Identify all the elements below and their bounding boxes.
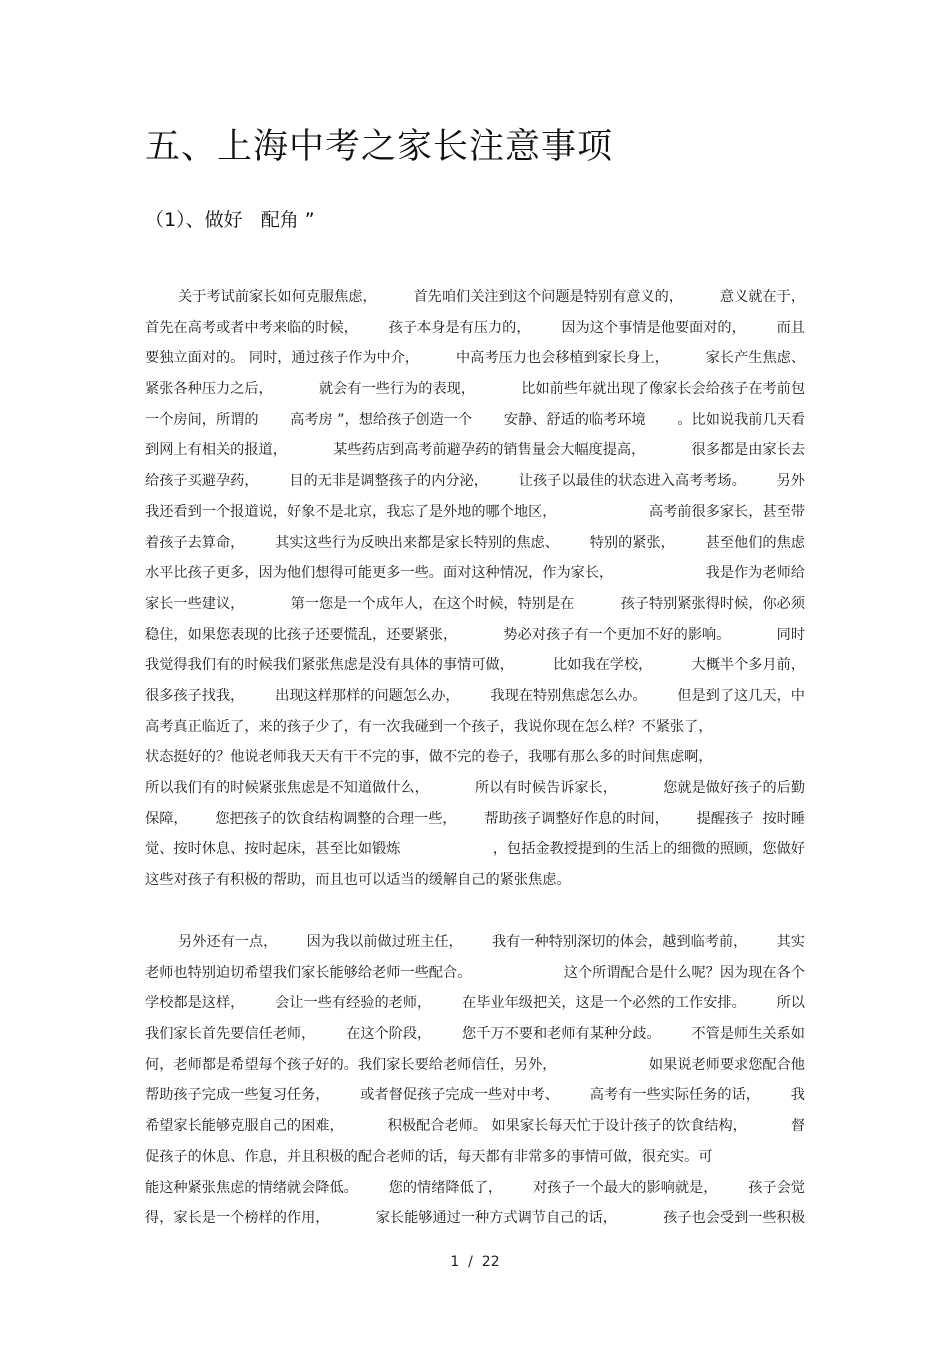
text-segment: 这些对孩子有积极的帮助，而且也可以适当的缓解自己的紧张焦虑。: [145, 872, 571, 889]
text-segment: 提醒孩子 按时睡: [696, 810, 805, 827]
text-line: [145, 804, 805, 835]
text-segment: 高考有一些实际任务的话，: [589, 1087, 760, 1104]
text-segment: 另外还有一点，: [178, 934, 278, 950]
text-segment: 能这种紧张焦虑的情绪就会降低。: [145, 1179, 358, 1196]
text-segment: 要独立面对的。 同时，通过孩子作为中介，: [145, 350, 420, 367]
text-segment: 给孩子买避孕药，: [145, 473, 259, 490]
text-segment: 安静、舒适的临考环境: [503, 411, 646, 428]
text-line: [145, 1142, 805, 1173]
text-segment: 特别的紧张，: [589, 534, 675, 551]
text-segment: 就会有一些行为的表现，: [318, 381, 476, 398]
text-line: [145, 282, 805, 313]
paragraph-1: [145, 282, 805, 896]
text-segment: 我有一种特别深切的体会，越到临考前，: [491, 934, 748, 950]
text-line: [145, 988, 805, 1019]
text-segment: 得，家长是一个榜样的作用，: [145, 1210, 330, 1227]
text-line: [145, 1203, 805, 1234]
text-segment: 所以有时候告诉家长，: [475, 780, 617, 796]
text-segment: 您千万不要和老师有某种分歧。: [462, 1026, 661, 1043]
text-segment: 甚至他们的焦虑: [705, 534, 805, 551]
text-segment: 水平比孩子更多，因为他们想得可能更多一些。面对这种情况，作为家长，: [145, 565, 614, 582]
text-segment: 如果说老师要求您配合他: [648, 1056, 805, 1073]
text-segment: 另外: [776, 473, 805, 490]
text-line: [145, 834, 805, 865]
text-segment: 稳住，如果您表现的比孩子还要慌乱，还要紧张，: [145, 626, 458, 643]
section-heading: （1）、做好 配角 ”: [145, 209, 315, 231]
text-line: [145, 712, 805, 743]
text-segment: 其实这些行为反映出来都是家长特别的焦虑、: [275, 534, 559, 551]
text-segment: 势必对孩子有一个更加不好的影响。: [503, 626, 731, 643]
text-segment: 某些药店到高考前避孕药的销售量会大幅度提高，: [333, 442, 646, 459]
text-segment: 因为我以前做过班主任，: [306, 934, 463, 950]
text-line: [145, 1173, 805, 1204]
text-segment: 出现这样那样的问题怎么办，: [275, 687, 460, 704]
text-segment: 我: [790, 1087, 805, 1104]
text-segment: 促孩子的休息、作息，并且积极的配合老师的话，每天都有非常多的事情可做，很充实。可: [145, 1148, 713, 1165]
text-segment: 到网上有相关的报道，: [145, 442, 287, 459]
text-segment: 我还看到一个报道说，好象不是北京，我忘了是外地的哪个地区，: [145, 503, 557, 520]
text-segment: 关于考试前家长如何克服焦虑，: [178, 289, 377, 305]
text-line: [145, 589, 805, 620]
text-segment: 会让一些有经验的老师，: [275, 995, 432, 1012]
text-segment: 很多都是由家长去: [691, 442, 805, 459]
text-segment: 大概半个多月前，: [691, 657, 805, 674]
text-segment: 而且: [776, 319, 805, 336]
text-segment: 希望家长能够克服自己的困难，: [145, 1118, 344, 1135]
text-segment: 家长产生焦虑、: [705, 350, 805, 367]
text-segment: 我们家长首先要信任老师，: [145, 1026, 316, 1043]
text-segment: 孩子本身是有压力的，: [388, 319, 531, 336]
text-segment: 积极配合老师。 如果家长每天忙于设计孩子的饮食结构，: [387, 1118, 747, 1135]
page-number: 1 / 22: [450, 1254, 500, 1270]
text-line: [145, 681, 805, 712]
text-segment: 。比如说我前几天看: [677, 411, 805, 428]
text-segment: 着孩子去算命，: [145, 534, 245, 551]
text-segment: 我是作为老师给: [705, 565, 805, 582]
text-segment: 保障，: [145, 810, 188, 827]
text-segment: 第一您是一个成年人，在这个时候，特别是在: [290, 595, 575, 612]
text-segment: 高考房 ”，想给孩子创造一个: [290, 411, 473, 428]
text-line: [145, 1050, 805, 1081]
document-title: 五、上海中考之家长注意事项: [145, 127, 614, 167]
text-segment: 老师也特别迫切希望我们家长能够给老师一些配合。: [145, 964, 472, 981]
text-segment: 首先在高考或者中考来临的时候，: [145, 319, 358, 336]
text-segment: 高考前很多家长，甚至带: [648, 503, 805, 520]
text-segment: 家长一些建议，: [145, 595, 245, 612]
text-line: [145, 1080, 805, 1111]
text-segment: 对孩子一个最大的影响就是，: [532, 1179, 718, 1196]
text-segment: 同时: [776, 626, 805, 643]
text-segment: 不管是师生关系如: [691, 1026, 805, 1043]
text-segment: 孩子特别紧张得时候，你必须: [620, 595, 805, 612]
text-line: [145, 865, 805, 896]
text-line: [145, 435, 805, 466]
text-line: [145, 558, 805, 589]
text-line: [145, 620, 805, 651]
text-segment: 一个房间，所谓的: [145, 411, 259, 428]
text-segment: 在毕业年级把关，这是一个必然的工作安排。: [462, 995, 746, 1012]
text-segment: 我现在特别焦虑怎么办。: [490, 687, 647, 704]
text-line: [145, 1019, 805, 1050]
text-segment: 这个所谓配合是什么呢？因为现在各个: [563, 964, 805, 981]
text-segment: 目的无非是调整孩子的内分泌，: [289, 473, 488, 490]
text-segment: 或者督促孩子完成一些对中考、: [360, 1087, 559, 1104]
text-line: [145, 528, 805, 559]
text-segment: 比如前些年就出现了像家长会给孩子在考前包: [521, 381, 805, 398]
text-line: [145, 650, 805, 681]
text-segment: 因为这个事情是他要面对的，: [561, 319, 746, 336]
text-segment: 孩子也会受到一些积极: [663, 1210, 805, 1227]
text-line: [145, 927, 805, 958]
text-segment: 督: [790, 1118, 805, 1135]
text-segment: 所以我们有的时候紧张焦虑是不知道做什么，: [145, 780, 429, 796]
text-segment: 所以: [776, 995, 805, 1012]
text-segment: 您就是做好孩子的后勤: [663, 780, 805, 796]
text-segment: 我觉得我们有的时候我们紧张焦虑是没有具体的事情可做，: [145, 657, 514, 674]
text-segment: 比如我在学校，: [553, 657, 653, 674]
text-segment: 意义就在于，: [719, 289, 805, 305]
text-segment: 紧张各种压力之后，: [145, 381, 273, 398]
text-segment: 觉、按时休息、按时起床，甚至比如锻炼: [145, 841, 401, 858]
text-segment: 中高考压力也会移植到家长身上，: [455, 350, 669, 367]
text-segment: 很多孩子找我，: [145, 687, 245, 704]
text-line: [145, 374, 805, 405]
text-line: [145, 466, 805, 497]
text-line: [145, 497, 805, 528]
text-segment: 家长能够通过一种方式调节自己的话，: [375, 1210, 617, 1227]
text-line: [145, 405, 805, 436]
text-segment: 首先咱们关注到这个问题是特别有意义的，: [413, 289, 684, 305]
text-line: [145, 958, 805, 989]
text-segment: 学校都是这样，: [145, 995, 245, 1012]
text-segment: 帮助孩子调整好作息的时间，: [484, 810, 669, 827]
text-line: [145, 1111, 805, 1142]
text-segment: 其实: [776, 934, 805, 950]
text-segment: 您把孩子的饮食结构调整的合理一些，: [215, 810, 457, 827]
text-line: [145, 773, 805, 804]
text-segment: 孩子会觉: [748, 1179, 805, 1196]
text-line: [145, 343, 805, 374]
text-segment: 让孩子以最佳的状态进入高考考场。: [518, 473, 746, 490]
paragraph-2: [145, 927, 805, 1234]
text-line: [145, 313, 805, 344]
text-line: [145, 742, 805, 773]
text-segment: 帮助孩子完成一些复习任务，: [145, 1087, 330, 1104]
text-segment: 在这个阶段，: [346, 1026, 432, 1043]
text-segment: 何，老师都是希望每个孩子好的。我们家长要给老师信任，另外，: [145, 1056, 557, 1073]
text-segment: 状态挺好的？他说老师我天天有干不完的事，做不完的卷子，我哪有那么多的时间焦虑啊，: [145, 749, 713, 766]
text-segment: 您的情绪降低了，: [388, 1179, 503, 1196]
text-segment: 但是到了这几天，中: [677, 687, 805, 704]
text-segment: ，包括金教授提到的生活上的细微的照顾，您做好: [492, 841, 805, 858]
text-segment: 高考真正临近了，来的孩子少了，有一次我碰到一个孩子，我说你现在怎么样？不紧张了，: [145, 718, 713, 735]
